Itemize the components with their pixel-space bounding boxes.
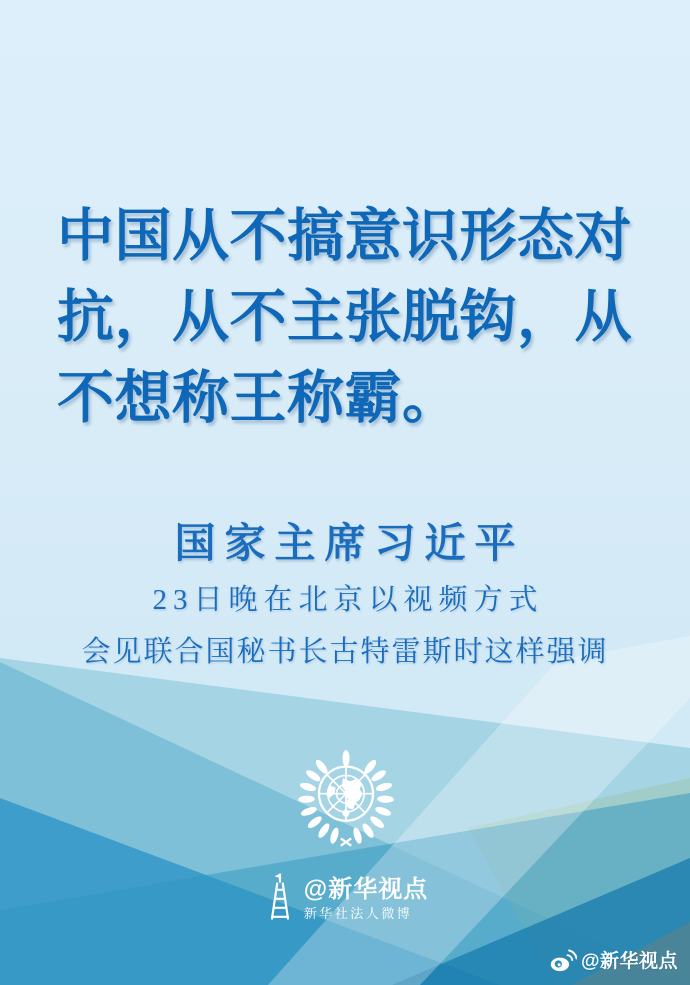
quote-line-1: 中国从不搞意识形态对 (57, 205, 632, 268)
xinhua-branding-text (304, 868, 428, 921)
weibo-watermark (550, 946, 678, 973)
un-emblem-icon (292, 750, 400, 854)
attribution-block (0, 515, 690, 672)
xinhua-subtitle: 新华社法人微博 (303, 906, 413, 921)
quote-text (57, 196, 657, 439)
quote-line-3: 不想称王称霸。 (57, 367, 460, 430)
attribution-line-2: 会见联合国秘书长古特雷斯时这样强调 (81, 636, 609, 668)
weibo-icon (550, 948, 577, 972)
quote-line-2: 抗，从不主张脱钩，从 (57, 286, 632, 349)
attribution-line-1: 23日晚在北京以视频方式 (152, 584, 544, 616)
xinhua-handle: @新华视点 (303, 876, 429, 903)
speaker-name: 国家主席习近平 (174, 520, 525, 566)
watermark-handle: @新华视点 (580, 951, 678, 972)
xinhua-branding (0, 868, 690, 928)
xinhua-tower-logo-icon (262, 870, 298, 924)
